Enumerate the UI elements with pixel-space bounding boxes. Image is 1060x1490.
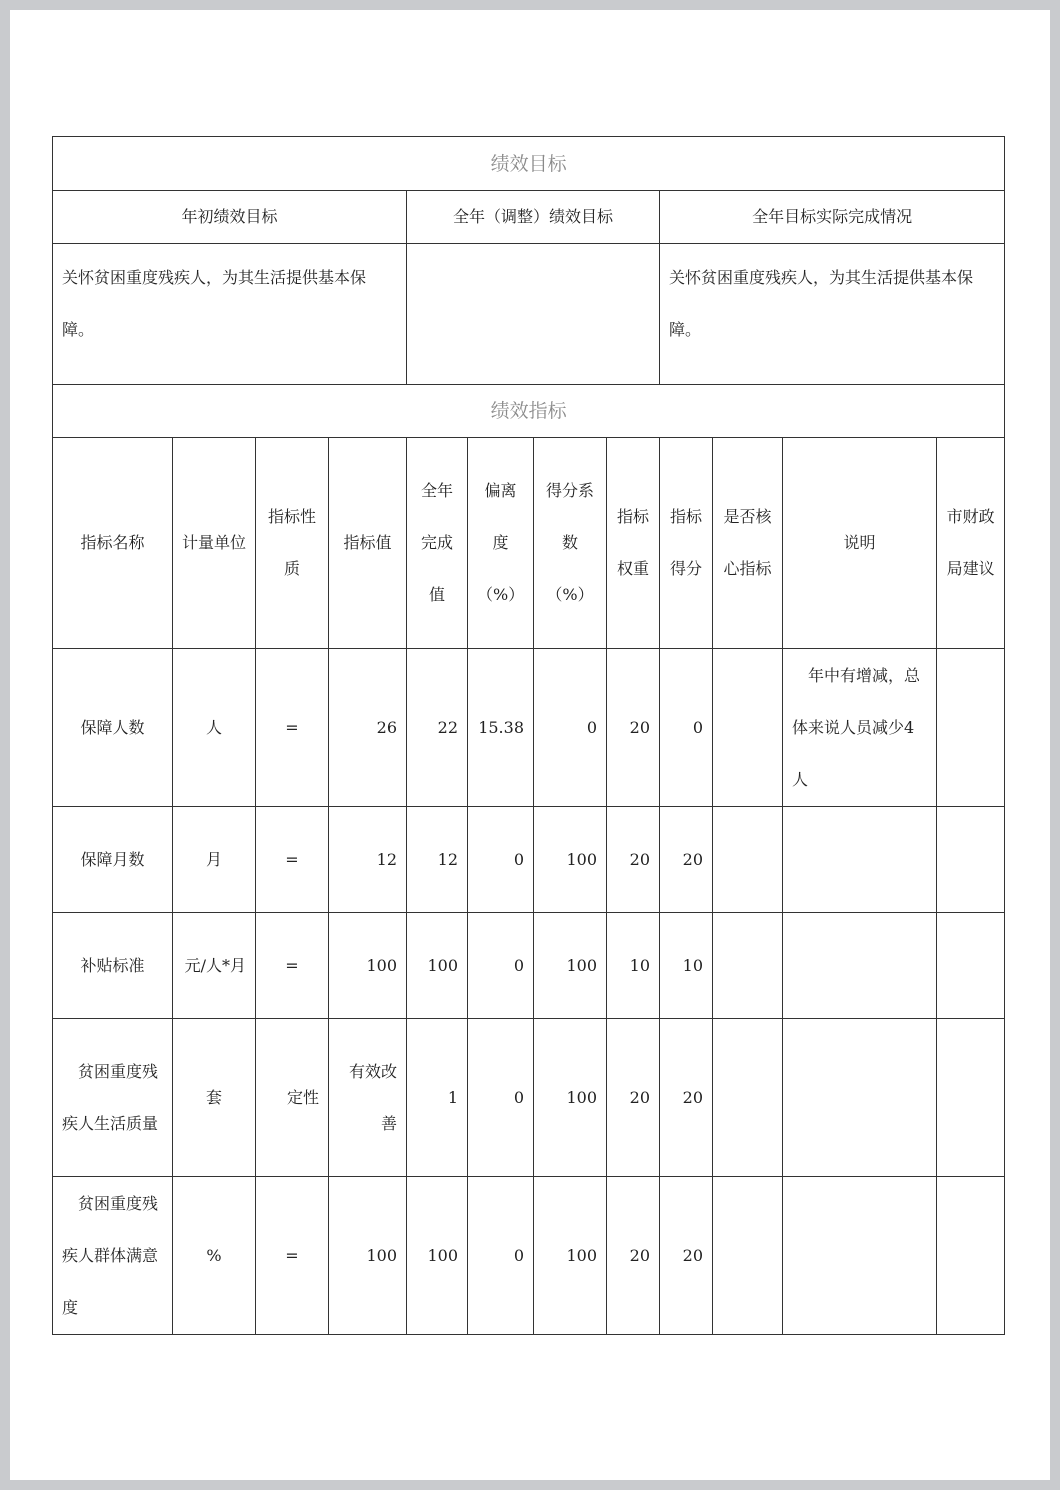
row-core [713,649,783,807]
row-score: 20 [660,1019,713,1177]
row-note [783,1177,937,1335]
col-header-weight: 指标权重 [607,438,660,649]
row-suggestion [937,913,1005,1019]
row-nature: = [256,807,329,913]
performance-table [52,136,1005,1335]
row-suggestion [937,1019,1005,1177]
row-suggestion [937,649,1005,807]
actual-completion-text: 关怀贫困重度残疾人，为其生活提供基本保障。 [660,244,1005,385]
row-weight: 20 [607,1019,660,1177]
row-name: 补贴标准 [53,913,173,1019]
col-header-name: 指标名称 [53,438,173,649]
row-value: 100 [329,1177,407,1335]
row-weight: 10 [607,913,660,1019]
row-unit: % [173,1177,256,1335]
row-score: 20 [660,807,713,913]
table-row [53,913,1005,1019]
row-name: 贫困重度残疾人生活质量 [53,1019,173,1177]
adjusted-goal-text [407,244,660,385]
row-name: 贫困重度残疾人群体满意度 [53,1177,173,1335]
initial-goal-text: 关怀贫困重度残疾人，为其生活提供基本保障。 [53,244,407,385]
row-deviation: 15.38 [468,649,534,807]
row-nature: = [256,649,329,807]
row-unit: 月 [173,807,256,913]
row-value: 26 [329,649,407,807]
table-row [53,1019,1005,1177]
row-coefficient: 0 [534,649,607,807]
row-core [713,807,783,913]
col-header-coefficient: 得分系数（%） [534,438,607,649]
table-row [53,1177,1005,1335]
actual-completion-header: 全年目标实际完成情况 [660,191,1005,244]
col-header-value: 指标值 [329,438,407,649]
row-completed: 1 [407,1019,468,1177]
row-suggestion [937,807,1005,913]
row-core [713,1019,783,1177]
col-header-score: 指标得分 [660,438,713,649]
row-weight: 20 [607,649,660,807]
row-note [783,913,937,1019]
document-page [10,10,1050,1480]
row-score: 20 [660,1177,713,1335]
col-header-unit: 计量单位 [173,438,256,649]
row-deviation: 0 [468,1019,534,1177]
row-core [713,913,783,1019]
row-deviation: 0 [468,807,534,913]
col-header-note: 说明 [783,438,937,649]
row-unit: 套 [173,1019,256,1177]
indicators-section-title: 绩效指标 [53,385,1005,438]
row-coefficient: 100 [534,1019,607,1177]
row-score: 10 [660,913,713,1019]
row-deviation: 0 [468,1177,534,1335]
row-nature: 定性 [256,1019,329,1177]
table-row [53,807,1005,913]
row-note [783,807,937,913]
row-coefficient: 100 [534,1177,607,1335]
row-name: 保障月数 [53,807,173,913]
row-value: 有效改善 [329,1019,407,1177]
initial-goal-header: 年初绩效目标 [53,191,407,244]
adjusted-goal-header: 全年（调整）绩效目标 [407,191,660,244]
row-completed: 100 [407,1177,468,1335]
row-coefficient: 100 [534,913,607,1019]
row-core [713,1177,783,1335]
row-coefficient: 100 [534,807,607,913]
row-completed: 22 [407,649,468,807]
col-header-suggestion: 市财政局建议 [937,438,1005,649]
row-deviation: 0 [468,913,534,1019]
row-note: 年中有增减，总体来说人员减少4人 [783,649,937,807]
row-weight: 20 [607,807,660,913]
table-row [53,649,1005,807]
row-completed: 100 [407,913,468,1019]
goals-section-title: 绩效目标 [53,137,1005,191]
col-header-nature: 指标性质 [256,438,329,649]
row-value: 100 [329,913,407,1019]
row-unit: 元/人*月 [173,913,256,1019]
row-nature: = [256,1177,329,1335]
row-value: 12 [329,807,407,913]
row-note [783,1019,937,1177]
row-nature: = [256,913,329,1019]
col-header-completed: 全年完成值 [407,438,468,649]
col-header-core: 是否核心指标 [713,438,783,649]
row-weight: 20 [607,1177,660,1335]
row-unit: 人 [173,649,256,807]
col-header-deviation: 偏离度（%） [468,438,534,649]
row-completed: 12 [407,807,468,913]
row-score: 0 [660,649,713,807]
row-suggestion [937,1177,1005,1335]
row-name: 保障人数 [53,649,173,807]
